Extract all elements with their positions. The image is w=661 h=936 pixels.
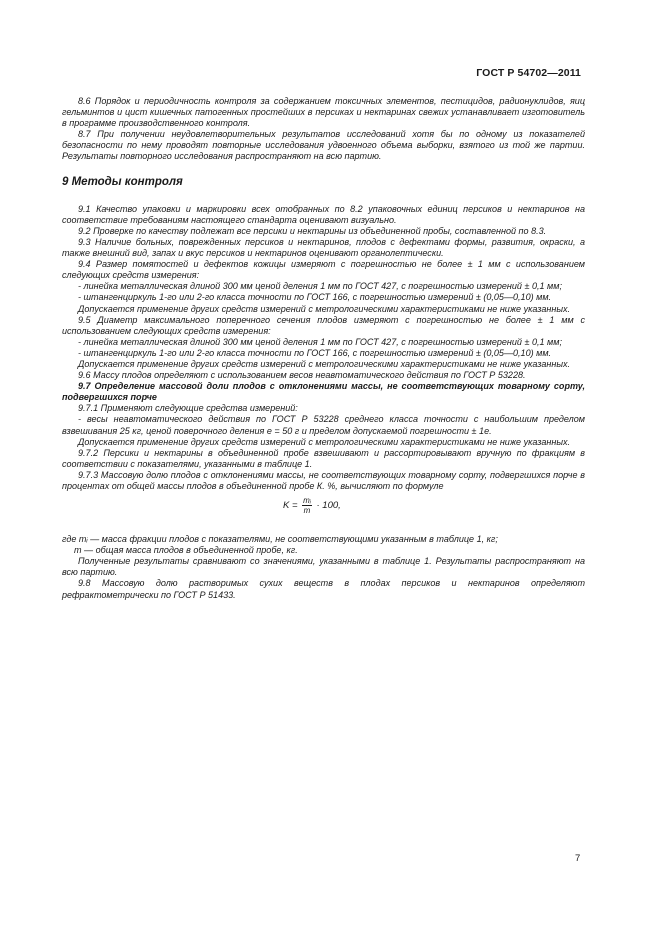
formula-legend-m: m — общая масса плодов в объединенной пробе, кг. xyxy=(74,545,298,556)
paragraph-9-1: 9.1 Качество упаковки и маркировки всех отобранных по 8.2 упаковочных единиц персиков и нектаринов на соответствие требованиям настоящего стандарта оценивают визуально. xyxy=(62,203,585,225)
paragraph-9-7-2: 9.7.2 Персики и нектарины в объединенной пробе взвешивают и рассортировывают вручную по фракциям в соответствии с показателями, указанными в таблице 1. xyxy=(62,447,585,469)
subsection-title-9-7: 9.7 Определение массовой доли плодов с отклонениями массы, не соответствующих товарному сорту, подвергшихся порче xyxy=(62,381,585,403)
list-item: - весы неавтоматического действия по ГОСТ Р 53228 среднего класса точности с наибольшим пределом взвешивания 25 кг, ценой поверочного деления e = 50 г и пределом допускаемой погрешности ± 1e. xyxy=(62,414,585,436)
paragraph-note: Допускается применение других средств измерений с метрологическими характеристиками не ниже указанных. xyxy=(78,303,571,314)
paragraph-note: Допускается применение других средств измерений с метрологическими характеристиками не ниже указанных. xyxy=(78,358,571,369)
formula-rhs: · 100, xyxy=(316,500,341,512)
formula-fraction xyxy=(302,496,312,515)
paragraph-8-7: 8.7 При получении неудовлетворительных результатов исследований хотя бы по одному из показателей безопасности по нему проводят повторные исследования удвоенного объема выборки, взятого из той же партии. Результаты повторного исследования распространяют на всю партию. xyxy=(62,129,585,162)
formula-numerator: mᵢ xyxy=(303,496,311,506)
list-item: - линейка металлическая длиной 300 мм ценой деления 1 мм по ГОСТ 427, с погрешностью измерений ± 0,1 мм; xyxy=(78,281,562,292)
list-item: - линейка металлическая длиной 300 мм ценой деления 1 мм по ГОСТ 427, с погрешностью измерений ± 0,1 мм; xyxy=(78,336,562,347)
document-code: ГОСТ Р 54702—2011 xyxy=(476,67,581,79)
paragraph-9-2: 9.2 Проверке по качеству подлежат все персики и нектарины из объединенной пробы, составленной по 8.3. xyxy=(78,225,547,236)
formula-denominator: m xyxy=(303,506,311,516)
paragraph-note: Допускается применение других средств измерений с метрологическими характеристиками не ниже указанных. xyxy=(78,436,571,447)
paragraph-9-8: 9.8 Массовую долю растворимых сухих веществ в плодах персиков и нектаринов определяют рефрактометрически по ГОСТ Р 51433. xyxy=(62,578,585,600)
page-number: 7 xyxy=(575,853,581,864)
paragraph-9-3: 9.3 Наличие больных, поврежденных персиков и нектаринов, плодов с дефектами формы, развития, окраски, а также внешний вид, запах и вкус персиков и нектаринов оценивают органолептически. xyxy=(62,236,585,259)
formula xyxy=(62,496,585,528)
formula-legend-mi: где mᵢ — масса фракции плодов с показателями, не соответствующими указанным в таблице 1, кг; xyxy=(62,534,498,545)
paragraph-8-6: 8.6 Порядок и периодичность контроля за содержанием токсичных элементов, пестицидов, радионуклидов, яиц гельминтов и цист кишечных патогенных простейших в персиках и нектаринах свежих устанавливает изготовитель в программе производственного контроля. xyxy=(62,96,585,129)
paragraph-9-7-3: 9.7.3 Массовую долю плодов с отклонениями массы, не соответствующих товарному сорту, подвергшихся порче в процентах от общей массы плодов в объединенной пробе К. %, вычисляют по формуле xyxy=(62,469,585,491)
formula-lhs: K = xyxy=(283,500,298,512)
document-body xyxy=(62,96,585,601)
paragraph-9-5: 9.5 Диаметр максимального поперечного сечения плодов измеряют с погрешностью не более ± 1 мм с использованием следующих средств измерения: xyxy=(62,314,585,336)
list-item: - штангенциркуль 1-го или 2-го класса точности по ГОСТ 166, с погрешностью измерений ± (0,05—0,10) мм. xyxy=(78,292,552,303)
list-item: - штангенциркуль 1-го или 2-го класса точности по ГОСТ 166, с погрешностью измерений ± (0,05—0,10) мм. xyxy=(78,347,552,358)
section-title: 9 Методы контроля xyxy=(62,175,183,188)
paragraph-results: Полученные результаты сравнивают со значениями, указанными в таблице 1. Результаты распространяют на всю партию. xyxy=(62,556,585,578)
paragraph-9-7-1: 9.7.1 Применяют следующие средства измерений: xyxy=(78,403,298,414)
paragraph-9-6: 9.6 Массу плодов определяют с использованием весов неавтоматического действия по ГОСТ Р 53228. xyxy=(78,370,526,381)
paragraph-9-4: 9.4 Размер помятостей и дефектов кожицы измеряют с погрешностью не более ± 1 мм с использованием следующих средств измерения: xyxy=(62,259,585,281)
